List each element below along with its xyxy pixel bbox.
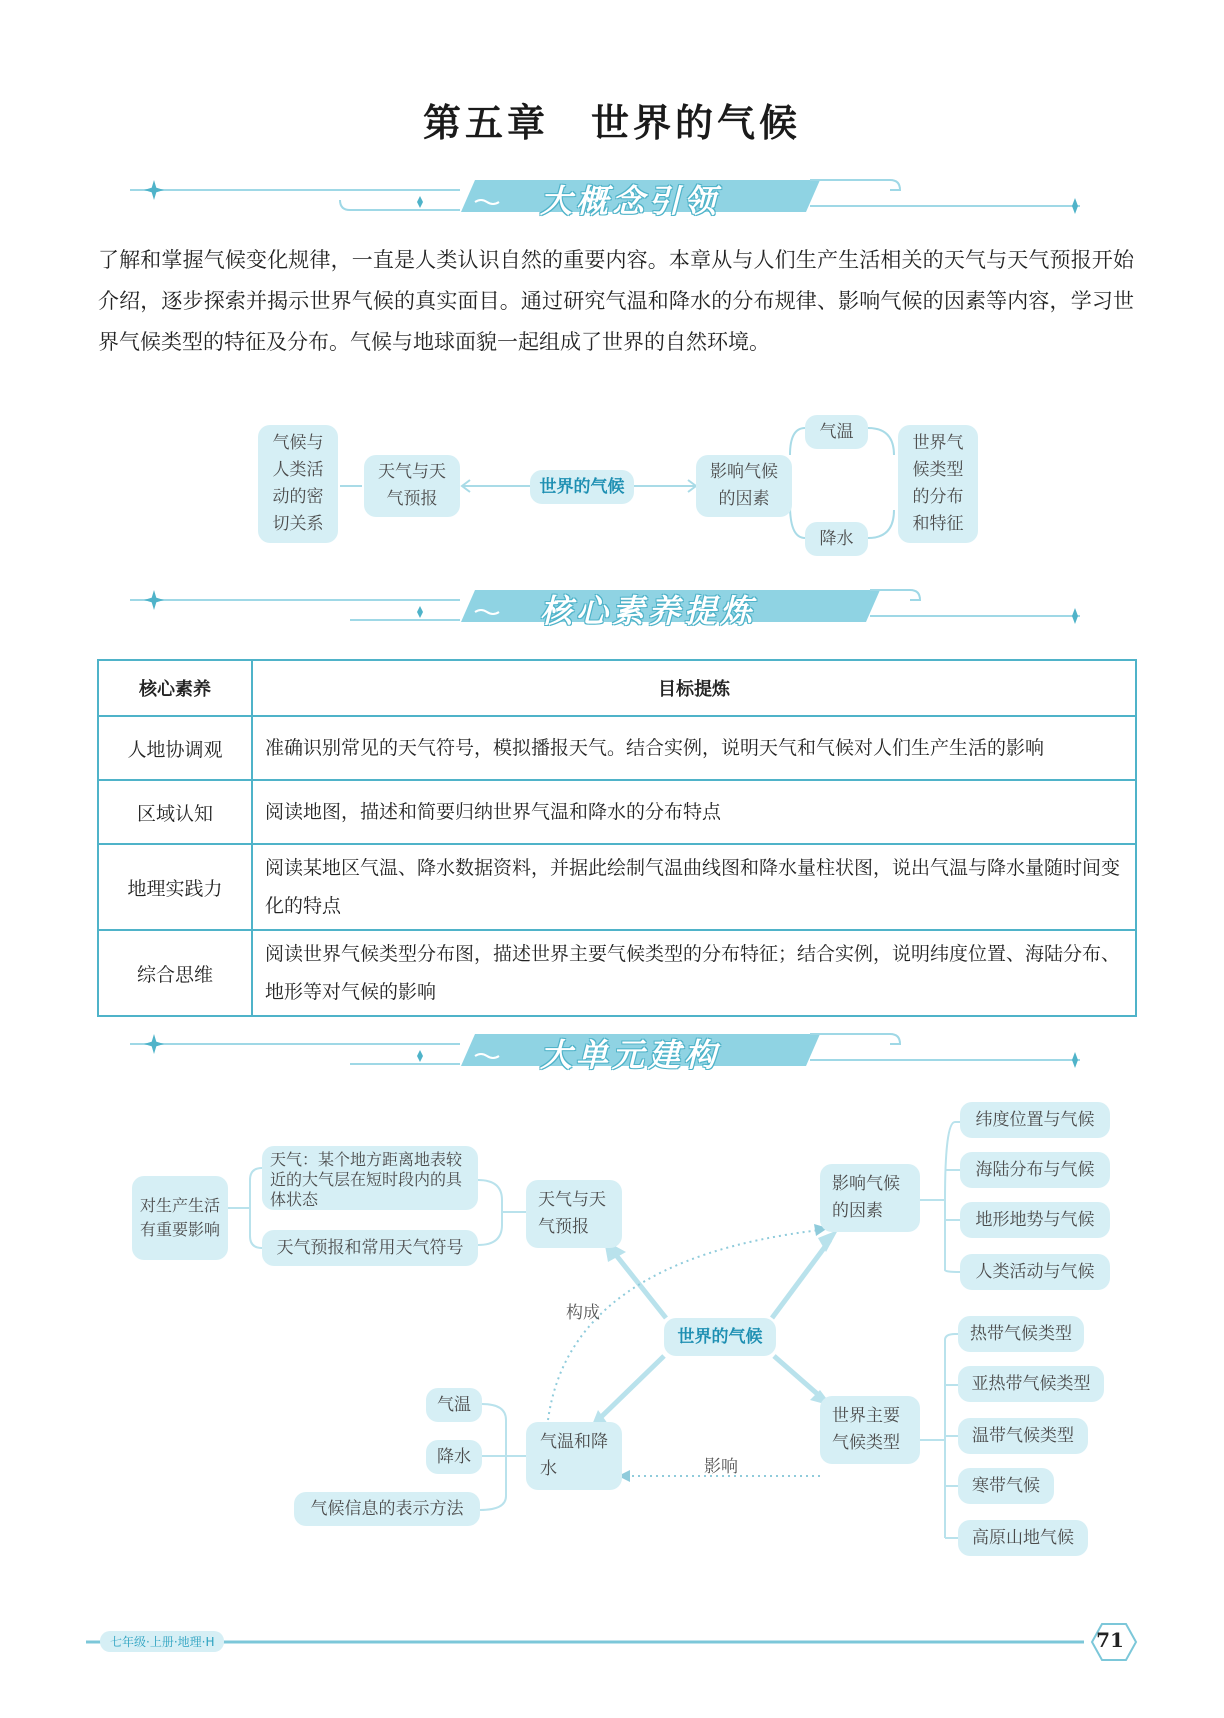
table-cell-value: 阅读地图，描述和简要归纳世界气温和降水的分布特点: [252, 780, 1136, 844]
factor-item: 海陆分布与气候: [960, 1152, 1110, 1188]
type-item: 热带气候类型: [958, 1316, 1084, 1352]
factor-item: 人类活动与气候: [960, 1254, 1110, 1290]
unit-info-node: 气候信息的表示方法: [294, 1492, 480, 1526]
unit-weather-def-node: 天气：某个地方距离地表较近的大气层在短时段内的具体状态: [262, 1146, 478, 1210]
chapter-title: 第五章 世界的气候: [422, 101, 801, 145]
concept-types-node: 世界气候类型的分布和特征: [898, 425, 978, 543]
concept-center-node: 世界的气候: [530, 470, 634, 504]
unit-factors-node: 影响气候的因素: [820, 1164, 920, 1232]
concept-precip-node: 降水: [805, 522, 868, 556]
edge-label-influence: 影响: [704, 1457, 738, 1477]
table-cell-value: 阅读某地区气温、降水数据资料，并据此绘制气温曲线图和降水量柱状图，说出气温与降水量随时间变化的特点: [252, 844, 1136, 930]
table-cell-value: 阅读世界气候类型分布图，描述世界主要气候类型的分布特征；结合实例，说明纬度位置、海陆分布、地形等对气候的影响: [252, 930, 1136, 1016]
table-header-cell: 目标提炼: [252, 660, 1136, 716]
footer-line: [84, 1620, 1144, 1664]
table-cell-key: 人地协调观: [98, 716, 252, 780]
concept-temp-node: 气温: [805, 415, 868, 449]
section-title-literacy: 核心素养提炼: [540, 592, 757, 630]
table-cell-key: 区域认知: [98, 780, 252, 844]
table-cell-key: 综合思维: [98, 930, 252, 1016]
type-item: 亚热带气候类型: [958, 1366, 1104, 1402]
unit-life-impact-node: 对生产生活有重要影响: [132, 1176, 228, 1260]
factor-item: 地形地势与气候: [960, 1202, 1110, 1238]
unit-precip-node: 降水: [426, 1440, 482, 1474]
unit-temp-node: 气温: [426, 1388, 482, 1422]
table-cell-value: 准确识别常见的天气符号，模拟播报天气。结合实例，说明天气和气候对人们生产生活的影响: [252, 716, 1136, 780]
unit-weather-group-node: 天气与天气预报: [526, 1180, 622, 1248]
concept-life-node: 气候与人类活动的密切关系: [258, 425, 338, 543]
factor-item: 纬度位置与气候: [960, 1102, 1110, 1138]
unit-temp-precip-node: 气温和降水: [526, 1422, 622, 1490]
section-title-concept: 大概念引领: [540, 182, 721, 220]
page-number: 71: [1096, 1628, 1124, 1652]
unit-forecast-node: 天气预报和常用天气符号: [262, 1230, 478, 1266]
concept-weather-node: 天气与天气预报: [364, 455, 460, 517]
intro-paragraph: 了解和掌握气候变化规律，一直是人类认识自然的重要内容。本章从与人们生产生活相关的天气与天气预报开始介绍，逐步探索并揭示世界气候的真实面目。通过研究气温和降水的分布规律、影响气候的因素等内容，学习世界气候类型的特征及分布。气候与地球面貌一起组成了世界的自然环境。: [98, 248, 1134, 354]
type-item: 寒带气候: [958, 1468, 1054, 1504]
type-item: 温带气候类型: [958, 1418, 1088, 1454]
table-cell-key: 地理实践力: [98, 844, 252, 930]
edge-label-compose: 构成: [566, 1303, 600, 1323]
table-header-cell: 核心素养: [98, 660, 252, 716]
unit-types-node: 世界主要气候类型: [820, 1396, 920, 1464]
footer-grade-label: 七年级·上册·地理·H: [100, 1631, 224, 1652]
section-title-unit: 大单元建构: [540, 1036, 721, 1074]
unit-center-node: 世界的气候: [664, 1318, 776, 1356]
concept-factors-node: 影响气候的因素: [696, 455, 792, 517]
type-item: 高原山地气候: [958, 1520, 1088, 1556]
